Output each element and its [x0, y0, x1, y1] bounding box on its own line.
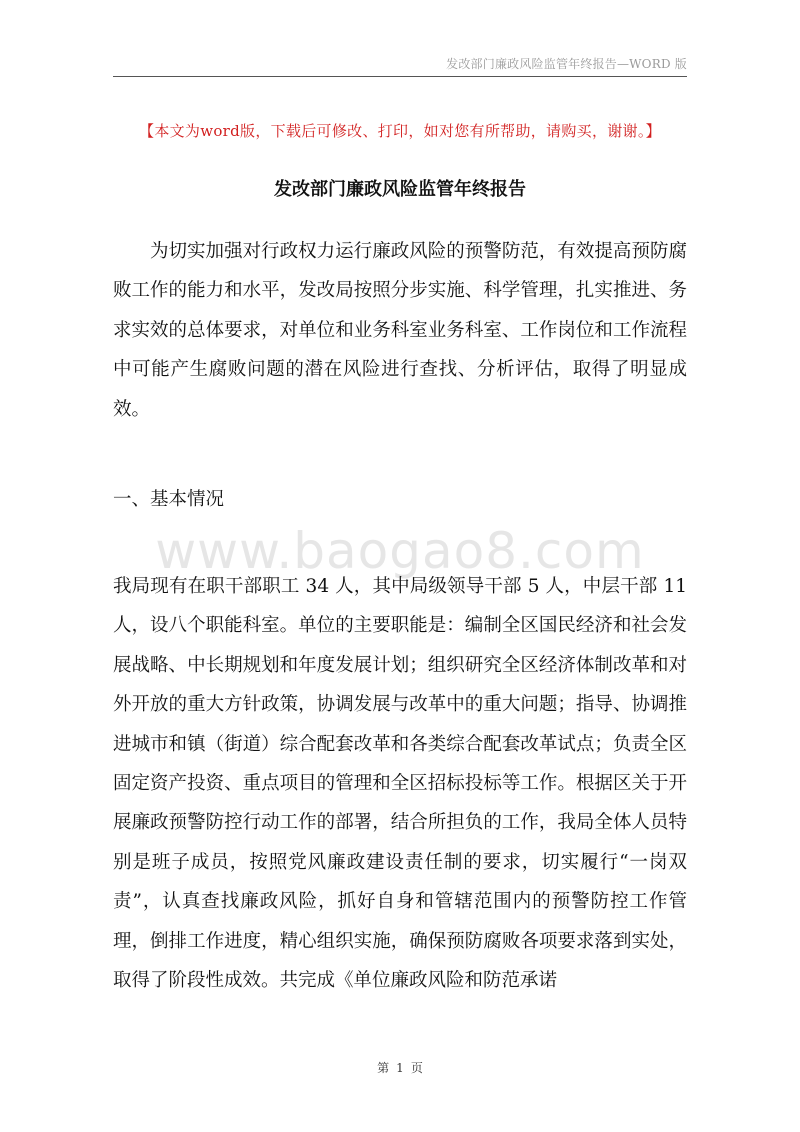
section-heading-basic-situation: 一、基本情况	[113, 489, 225, 510]
section-body-paragraph: 我局现有在职干部职工 34 人，其中局级领导干部 5 人，中层干部 11 人，设八个职能科室。单位的主要职能是：编制全区国民经济和社会发展战略、中长期规划和年度发展计划；组织研究全区经济体制改革和对外开放的重大方针政策，协调发展与改革中的重大问题；指导、协调推进城市和镇（街道）综合配套改革和各类综合配套改革试点；负责全区固定资产投资、重点项目的管理和全区招标投标等工作。根据区关于开展廉政预警防控行动工作的部署，结合所担负的工作，我局全体人员特别是班子成员，按照党风廉政建设责任制的要求，切实履行“一岗双责”，认真查找廉政风险，抓好自身和管辖范围内的预警防控工作管理，倒排工作进度，精心组织实施，确保预防腐败各项要求落到实处，取得了阶段性成效。共完成《单位廉政风险和防范承诺	[113, 576, 687, 992]
watermark: www.baogao8.com	[155, 522, 645, 580]
page-footer	[0, 1059, 800, 1076]
page-suffix: 页	[410, 1061, 423, 1075]
document-title: 发改部门廉政风险监管年终报告	[274, 179, 526, 200]
download-notice: 【本文为word版，下载后可修改、打印，如对您有所帮助，请购买，谢谢。】	[139, 122, 661, 140]
page-prefix: 第	[377, 1061, 390, 1075]
running-header: 发改部门廉政风险监管年终报告—WORD 版	[446, 57, 687, 71]
header-divider	[113, 76, 687, 77]
page-number: 1	[396, 1061, 404, 1075]
intro-paragraph: 为切实加强对行政权力运行廉政风险的预警防范，有效提高预防腐败工作的能力和水平，发改局按照分步实施、科学管理，扎实推进、务求实效的总体要求，对单位和业务科室业务科室、工作岗位和工作流程中可能产生腐败问题的潜在风险进行查找、分析评估，取得了明显成效。	[113, 241, 687, 420]
